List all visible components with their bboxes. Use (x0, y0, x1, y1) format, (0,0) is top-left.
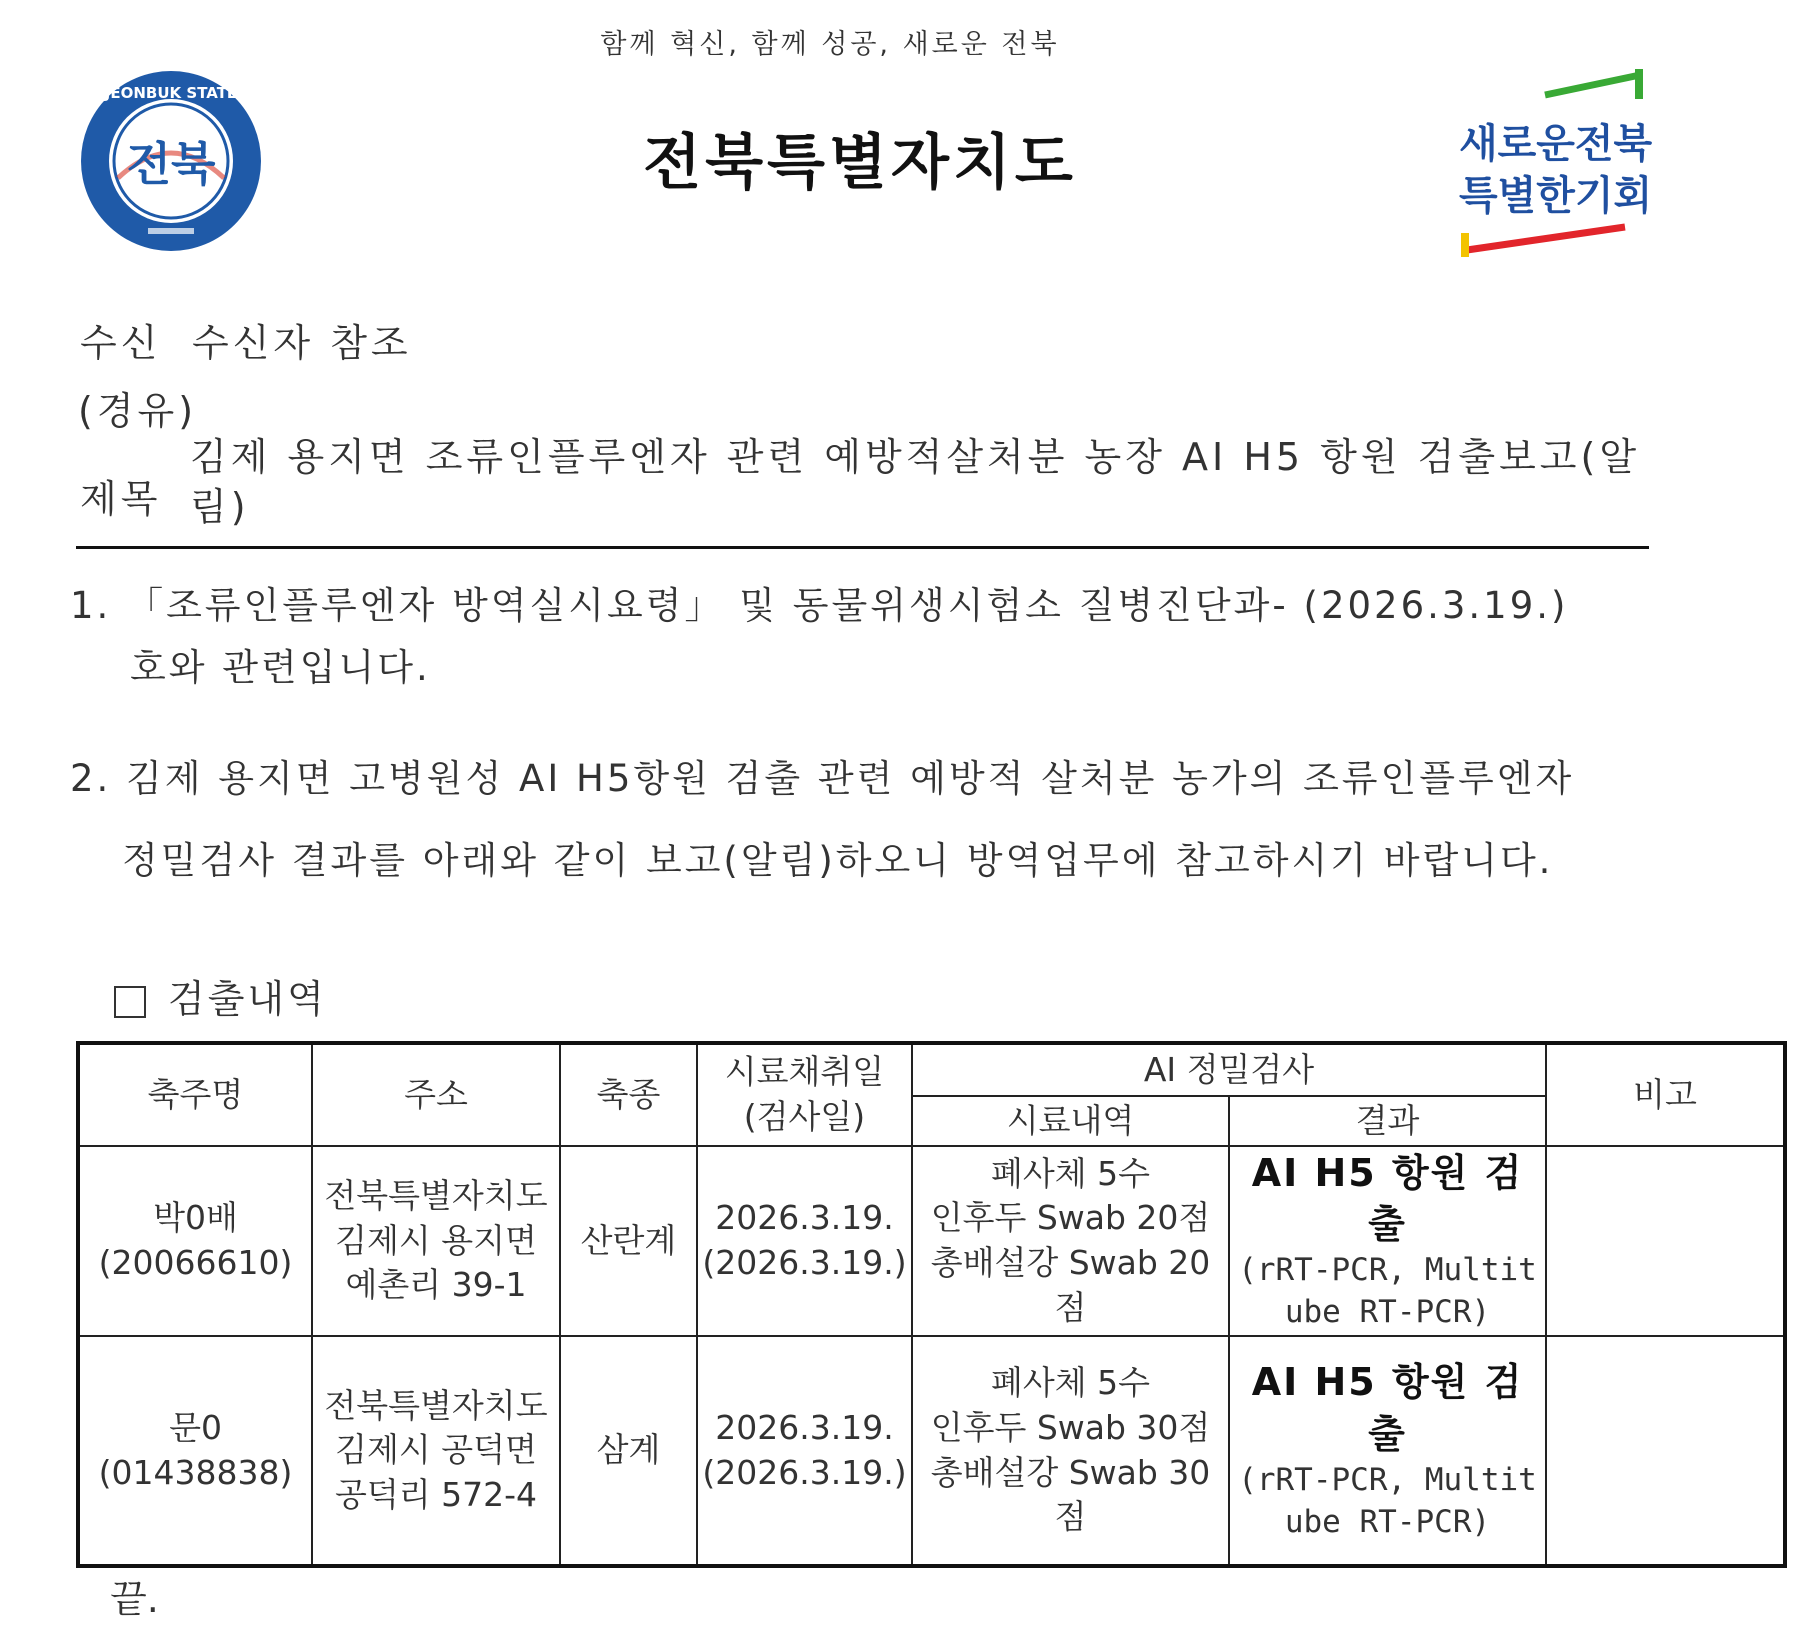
result-method: (rRT-PCR, Multitube RT-PCR) (1238, 1461, 1537, 1540)
owner-cell (78, 1336, 312, 1566)
header-sample-date: 시료채취일 (검사일) (697, 1043, 912, 1146)
paragraph-1-line-1: 1. 「조류인플루엔자 방역실시요령」 및 동물위생시험소 질병진단과- (2026.3.19.) (70, 584, 1569, 627)
owner-name: 문0 (169, 1407, 222, 1447)
subject-label: 제목 (80, 477, 162, 521)
table-row (78, 1146, 1785, 1336)
detection-results-table (76, 1041, 1787, 1568)
subject-value: 김제 용지면 조류인플루엔자 관련 예방적살처분 농장 AI H5 항원 검출보고(알림) (190, 435, 1641, 529)
sample-line: 인후두 Swab 20점 (930, 1198, 1211, 1238)
header-remarks: 비고 (1546, 1043, 1785, 1146)
seal-ring-text: JEONBUK STATE (104, 84, 238, 102)
owner-cell (78, 1146, 312, 1336)
section-title (114, 968, 327, 1023)
recipient-label: 수신 (80, 321, 162, 365)
paragraph-2-line-1: 2. 김제 용지면 고병원성 AI H5항원 검출 관련 예방적 살처분 농가의 조류인플루엔자 (70, 757, 1575, 800)
remarks-cell (1546, 1336, 1785, 1566)
samples-cell (912, 1146, 1229, 1336)
address-cell: 전북특별자치도 김제시 용지면 예촌리 39-1 (312, 1146, 560, 1336)
header-species: 축종 (560, 1043, 697, 1146)
table-row (78, 1336, 1785, 1566)
test-date: (2026.3.19.) (702, 1243, 907, 1282)
brand-line1: 새로운전북 (1459, 121, 1653, 167)
sample-date: 2026.3.19. (715, 1198, 894, 1238)
header-owner: 축주명 (78, 1043, 312, 1146)
paragraph-2-line-2: 정밀검사 결과를 아래와 같이 보고(알림)하오니 방역업무에 참고하시기 바랍니다. (122, 839, 1554, 882)
end-mark: 끝. (110, 1577, 159, 1621)
sample-date: 2026.3.19. (715, 1407, 894, 1447)
owner-id: (01438838) (98, 1452, 293, 1492)
paragraph-1-line-2: 호와 관련입니다. (130, 646, 431, 689)
result-main: AI H5 항원 검출 (1251, 1150, 1524, 1247)
species-cell: 산란계 (560, 1146, 697, 1336)
header-sample-detail: 시료내역 (912, 1096, 1229, 1146)
brand-line2: 특별한기회 (1459, 173, 1653, 219)
recipient-value: 수신자 참조 (192, 321, 412, 365)
test-date: (2026.3.19.) (702, 1452, 907, 1492)
header-divider (76, 546, 1649, 549)
header-address: 주소 (312, 1043, 560, 1146)
slogan: 함께 혁신, 함께 성공, 새로운 전북 (600, 29, 1060, 60)
address-cell: 전북특별자치도 김제시 공덕면 공덕리 572-4 (312, 1336, 560, 1566)
date-cell (697, 1336, 912, 1566)
section-title-text: 검출내역 (168, 977, 327, 1021)
organization-title: 전북특별자치도 (643, 128, 1077, 198)
remarks-cell (1546, 1146, 1785, 1336)
header-ai-test: AI 정밀검사 (912, 1043, 1546, 1096)
checkbox-square-icon (114, 986, 146, 1018)
via-label: (경유) (78, 389, 198, 433)
table-header-row (78, 1043, 1785, 1096)
date-cell (697, 1146, 912, 1336)
result-cell (1229, 1146, 1546, 1336)
owner-name: 박0배 (153, 1198, 238, 1238)
brand-slogan-logo-icon (1455, 65, 1655, 260)
result-method: (rRT-PCR, Multitube RT-PCR) (1238, 1252, 1537, 1331)
sample-line: 총배설강 Swab 30점 (930, 1452, 1211, 1537)
owner-id: (20066610) (98, 1243, 293, 1282)
samples-cell (912, 1336, 1229, 1566)
seal-center-text: 전북 (126, 137, 216, 191)
result-cell (1229, 1336, 1546, 1566)
header-result: 결과 (1229, 1096, 1546, 1146)
species-cell: 삼계 (560, 1336, 697, 1566)
result-main: AI H5 항원 검출 (1251, 1360, 1524, 1456)
sample-line: 폐사체 5수 (991, 1153, 1150, 1193)
sample-line: 인후두 Swab 30점 (930, 1407, 1211, 1447)
sample-line: 폐사체 5수 (991, 1363, 1150, 1403)
sample-line: 총배설강 Swab 20점 (930, 1243, 1211, 1327)
